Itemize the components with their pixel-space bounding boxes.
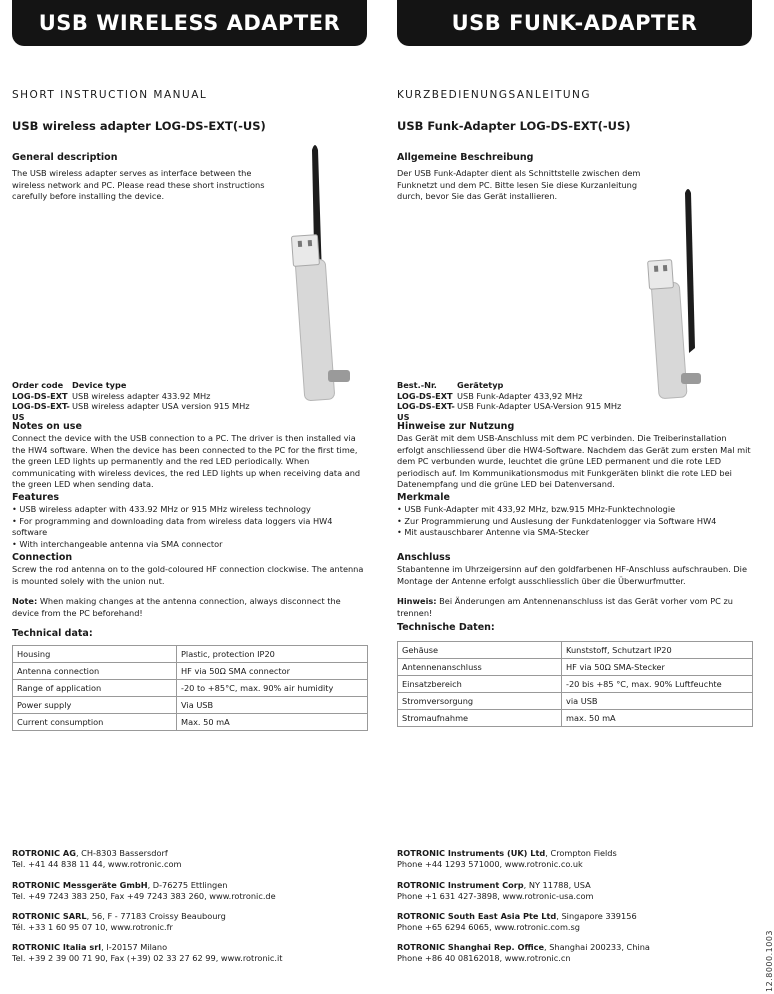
- company-name: ROTRONIC Shanghai Rep. Office: [397, 942, 544, 952]
- general-heading: General description: [12, 152, 118, 163]
- company-contact: Tel. +49 7243 383 250, Fax +49 7243 383 260, www.rotronic.de: [12, 891, 276, 901]
- technical-heading: Technische Daten:: [397, 622, 495, 633]
- table-row: [398, 710, 753, 727]
- connection-heading: Anschluss: [397, 552, 451, 563]
- spec-value: Kunststoff, Schutzart IP20: [562, 642, 753, 659]
- company-contact: Tel. +39 2 39 00 71 90, Fax (+39) 02 33 27 62 99, www.rotronic.it: [12, 953, 283, 963]
- table-row: [398, 676, 753, 693]
- spec-key: Power supply: [13, 697, 177, 714]
- order-table: [12, 380, 250, 422]
- company-location: , NY 11788, USA: [523, 880, 591, 890]
- address-block: [397, 880, 594, 902]
- features-heading: Merkmale: [397, 492, 450, 503]
- company-location: , I-20157 Milano: [101, 942, 168, 952]
- order-table: [397, 380, 621, 422]
- company-contact: Tél. +33 1 60 95 07 10, www.rotronic.fr: [12, 922, 173, 932]
- technical-table: [12, 645, 368, 731]
- features-list: [12, 504, 368, 550]
- spec-value: -20 bis +85 °C, max. 90% Luftfeuchte: [562, 676, 753, 693]
- spec-value: Plastic, protection IP20: [177, 646, 368, 663]
- feature-item: • For programming and downloading data from wireless data loggers via HW4 software: [12, 515, 333, 537]
- german-column: [397, 0, 753, 963]
- order-code-header: Best.-Nr.: [397, 380, 437, 390]
- connection-text: Stabantenne im Uhrzeigersinn auf den goldfarbenen HF-Anschluss aufschrauben. Die Montage der Antenne erfolgt ausschliesslich über die Überwurfmutter.: [397, 564, 747, 586]
- spec-key: Housing: [13, 646, 177, 663]
- company-name: ROTRONIC South East Asia Pte Ltd: [397, 911, 557, 921]
- spec-value: -20 to +85°C, max. 90% air humidity: [177, 680, 368, 697]
- device-type: USB wireless adapter USA version 915 MHz: [72, 401, 250, 411]
- english-banner: USB WIRELESS ADAPTER: [12, 0, 367, 46]
- order-code: LOG-DS-EXT-US: [397, 401, 455, 422]
- order-code: LOG-DS-EXT: [12, 390, 68, 401]
- note-label: Hinweis:: [397, 596, 437, 606]
- order-code: LOG-DS-EXT: [397, 390, 453, 401]
- technical-heading: Technical data:: [12, 628, 93, 639]
- general-heading: Allgemeine Beschreibung: [397, 152, 534, 163]
- company-contact: Phone +86 40 08162018, www.rotronic.cn: [397, 953, 571, 963]
- spec-key: Current consumption: [13, 714, 177, 731]
- table-row: [13, 714, 368, 731]
- device-type-header: Device type: [72, 380, 127, 390]
- note-body: When making changes at the antenna connection, always disconnect the device from the PC beforehand!: [12, 596, 341, 618]
- notes-heading: Notes on use: [12, 421, 82, 432]
- company-name: ROTRONIC AG: [12, 848, 76, 858]
- company-name: ROTRONIC Instrument Corp: [397, 880, 524, 890]
- table-row: [13, 697, 368, 714]
- note-body: Bei Änderungen am Antennenanschluss ist das Gerät vorher vom PC zu trennen!: [397, 596, 733, 618]
- address-block: [12, 911, 226, 933]
- company-location: , Crompton Fields: [545, 848, 617, 858]
- feature-item: • USB wireless adapter with 433.92 MHz or 915 MHz wireless technology: [12, 504, 311, 514]
- notes-text: Connect the device with the USB connection to a PC. The driver is then installed via the HW4 software. When the device has been connected to the PC for the first time, the green LED lights up permanently and the red LED periodically. When communicating with wireless devices, the red LED lights up when receiving data and the green LED when sending data.: [12, 433, 361, 489]
- address-block: [397, 942, 650, 964]
- spec-key: Range of application: [13, 680, 177, 697]
- spec-value: HF via 50Ω SMA connector: [177, 663, 368, 680]
- company-location: , 56, F - 77183 Croissy Beaubourg: [86, 911, 226, 921]
- table-row: [13, 646, 368, 663]
- feature-item: • Zur Programmierung und Auslesung der Funkdatenlogger via Software HW4: [397, 515, 717, 526]
- spec-key: Antenna connection: [13, 663, 177, 680]
- product-title: USB wireless adapter LOG-DS-EXT(-US): [12, 119, 266, 133]
- address-block: [12, 848, 182, 870]
- device-type: USB wireless adapter 433.92 MHz: [72, 390, 211, 401]
- company-name: ROTRONIC Italia srl: [12, 942, 102, 952]
- table-row: [13, 680, 368, 697]
- device-type: USB Funk-Adapter 433,92 MHz: [457, 390, 583, 401]
- english-column: [12, 0, 368, 963]
- adapter-photo: [260, 140, 370, 410]
- document-number: 12.8000.1003: [765, 930, 774, 992]
- features-list: [397, 504, 753, 539]
- address-block: [12, 880, 276, 902]
- table-row: [13, 663, 368, 680]
- feature-item: • With interchangeable antenna via SMA connector: [12, 538, 223, 549]
- spec-value: Max. 50 mA: [177, 714, 368, 731]
- company-location: , D-76275 Ettlingen: [147, 880, 228, 890]
- technical-table: [397, 641, 753, 727]
- spec-key: Antennenanschluss: [398, 659, 562, 676]
- company-contact: Tel. +41 44 838 11 44, www.rotronic.com: [12, 859, 182, 869]
- general-text: Der USB Funk-Adapter dient als Schnittstelle zwischen dem Funknetzt und dem PC. Bitte lesen Sie diese Kurzanleitung durch, bevor Sie das Gerät installieren.: [397, 168, 641, 201]
- company-name: ROTRONIC SARL: [12, 911, 87, 921]
- company-contact: Phone +44 1293 571000, www.rotronic.co.uk: [397, 859, 583, 869]
- address-block: [397, 848, 617, 870]
- spec-key: Gehäuse: [398, 642, 562, 659]
- note-text: [397, 596, 753, 619]
- company-contact: Phone +1 631 427-3898, www.rotronic-usa.com: [397, 891, 594, 901]
- company-location: , Singapore 339156: [556, 911, 637, 921]
- address-block: [397, 911, 637, 933]
- company-location: , Shanghai 200233, China: [544, 942, 650, 952]
- adapter-photo: [633, 188, 743, 408]
- device-type-header: Gerätetyp: [457, 380, 504, 390]
- company-contact: Phone +65 6294 6065, www.rotronic.com.sg: [397, 922, 580, 932]
- spec-key: Einsatzbereich: [398, 676, 562, 693]
- manual-label: KURZBEDIENUNGSANLEITUNG: [397, 89, 592, 101]
- spec-key: Stromaufnahme: [398, 710, 562, 727]
- device-type: USB Funk-Adapter USA-Version 915 MHz: [457, 401, 622, 411]
- spec-value: via USB: [562, 693, 753, 710]
- connection-heading: Connection: [12, 552, 73, 563]
- manual-label: SHORT INSTRUCTION MANUAL: [12, 89, 208, 101]
- order-code: LOG-DS-EXT-US: [12, 401, 70, 422]
- table-row: [398, 642, 753, 659]
- spec-value: max. 50 mA: [562, 710, 753, 727]
- connection-text: Screw the rod antenna on to the gold-coloured HF connection clockwise. The antenna is mounted solely with the union nut.: [12, 564, 364, 586]
- features-heading: Features: [12, 492, 60, 503]
- table-row: [398, 693, 753, 710]
- note-text: [12, 596, 368, 619]
- company-name: ROTRONIC Instruments (UK) Ltd: [397, 848, 546, 858]
- notes-heading: Hinweise zur Nutzung: [397, 421, 515, 432]
- notes-text: Das Gerät mit dem USB-Anschluss mit dem PC verbinden. Die Treiberinstallation erfolgt anschliessend über die HW4-Software. Nachdem das Gerät zum ersten Mal mit dem PC verbunden wurde, leuchtet die grüne LED permanent und die rote LED periodisch auf. Im Kommunikationsmodus mit Funkgeräten blinkt die rote LED bei Datenempfang und die grüne LED bei Datenversand.: [397, 433, 751, 489]
- german-banner: USB FUNK-ADAPTER: [397, 0, 752, 46]
- general-text: The USB wireless adapter serves as interface between the wireless network and PC. Please read these short instructions carefully before installing the device.: [12, 168, 265, 201]
- feature-item: • USB Funk-Adapter mit 433,92 MHz, bzw.915 MHz-Funktechnologie: [397, 504, 676, 514]
- feature-item: • Mit austauschbarer Antenne via SMA-Stecker: [397, 527, 590, 537]
- note-label: Note:: [12, 596, 38, 606]
- company-name: ROTRONIC Messgeräte GmbH: [12, 880, 148, 890]
- order-code-header: Order code: [12, 380, 64, 390]
- product-title: USB Funk-Adapter LOG-DS-EXT(-US): [397, 119, 631, 133]
- spec-value: Via USB: [177, 697, 368, 714]
- company-location: , CH-8303 Bassersdorf: [75, 848, 168, 858]
- table-row: [398, 659, 753, 676]
- spec-value: HF via 50Ω SMA-Stecker: [562, 659, 753, 676]
- address-block: [12, 942, 283, 964]
- spec-key: Stromversorgung: [398, 693, 562, 710]
